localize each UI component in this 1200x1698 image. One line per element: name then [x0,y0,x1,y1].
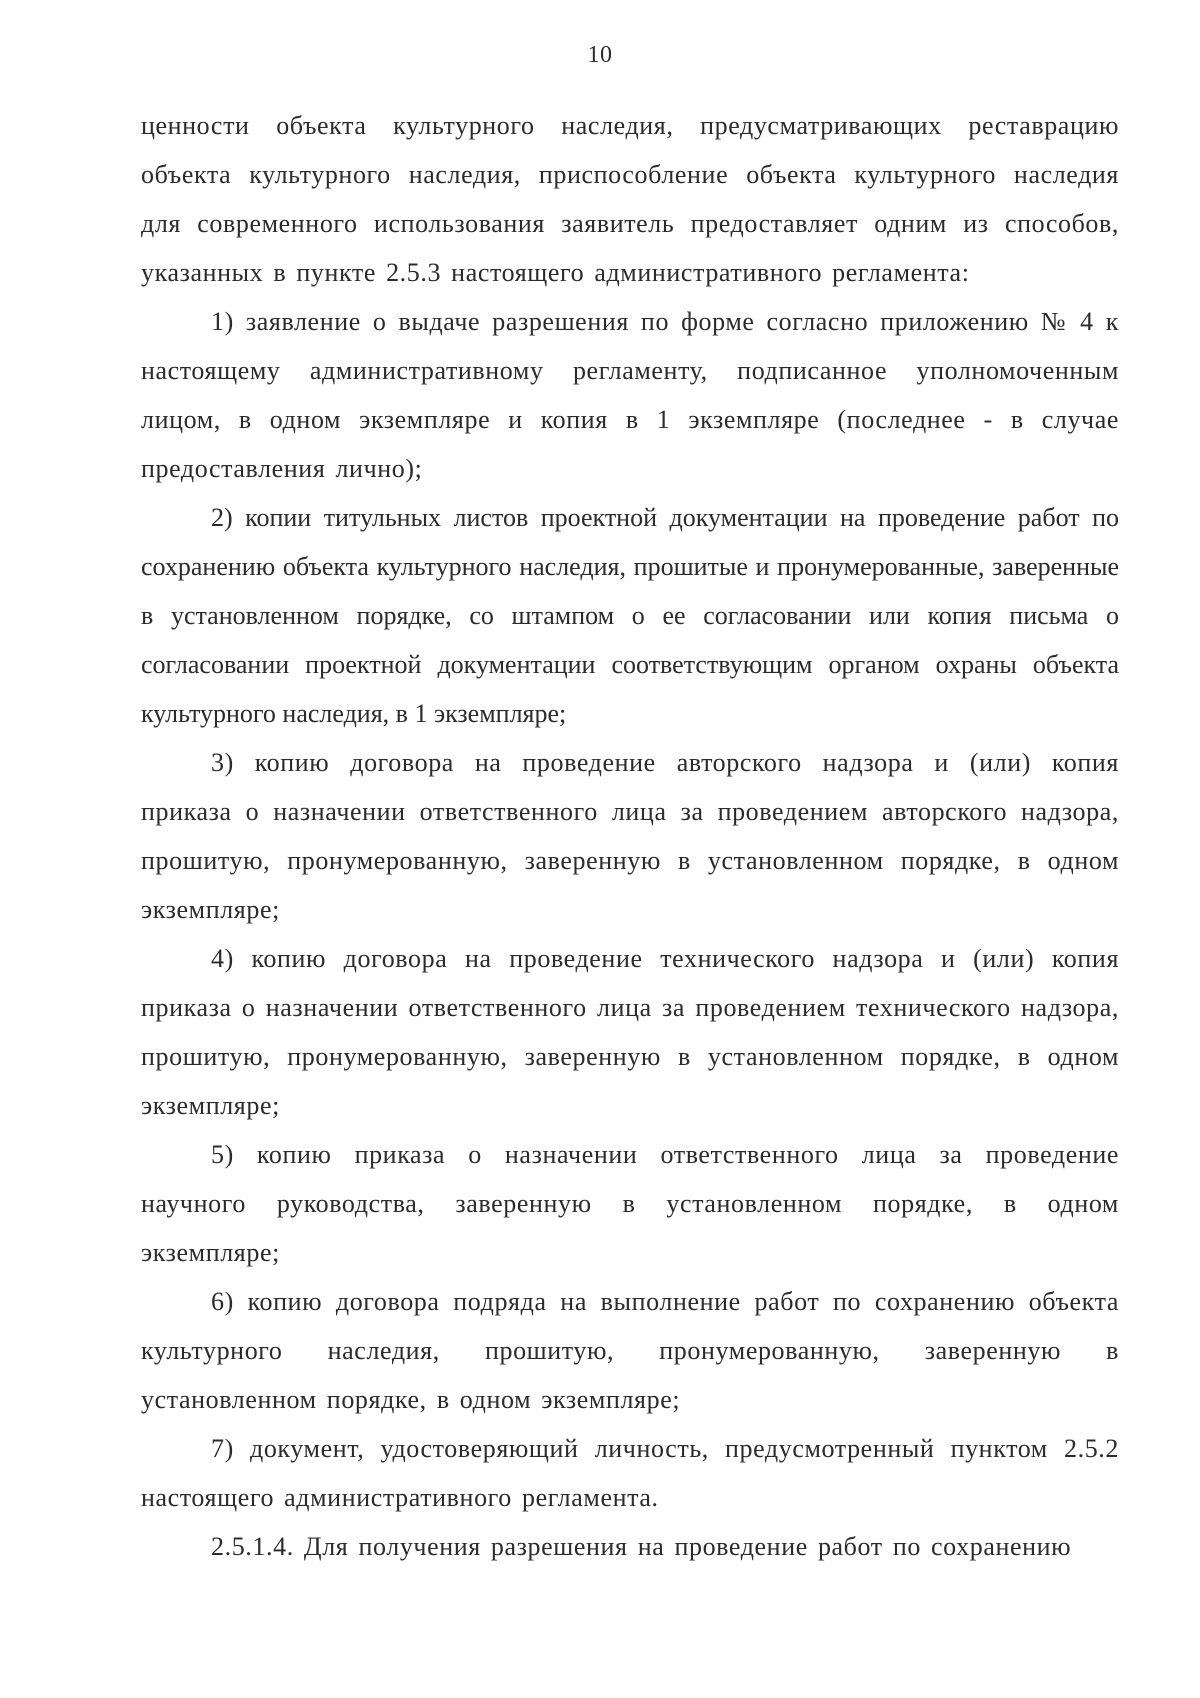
paragraph-continuation: ценности объекта культурного наследия, предусматривающих реставрацию объекта культурного наследия, приспособление объекта культурного наследия для современного использования заявитель предоставляет одним из способов, указанных в пункте 2.5.3 настоящего административного регламента: [141,111,1119,287]
list-item-3: 3) копию договора на проведение авторского надзора и (или) копия приказа о назначении ответственного лица за проведением авторского надзора, прошитую, пронумерованную, заверенную в установленном порядке, в одном экземпляре; [141,748,1119,924]
list-item-4: 4) копию договора на проведение технического надзора и (или) копия приказа о назначении ответственного лица за проведением технического надзора, прошитую, пронумерованную, заверенную в установленном порядке, в одном экземпляре; [141,944,1119,1120]
section-2-5-1-4: 2.5.1.4. Для получения разрешения на проведение работ по сохранению [211,1532,1072,1561]
list-item-6: 6) копию договора подряда на выполнение работ по сохранению объекта культурного наследия, прошитую, пронумерованную, заверенную в установленном порядке, в одном экземпляре; [141,1287,1119,1414]
list-item-5: 5) копию приказа о назначении ответственного лица за проведение научного руководства, заверенную в установленном порядке, в одном экземпляре; [141,1140,1119,1267]
list-item-1: 1) заявление о выдаче разрешения по форме согласно приложению № 4 к настоящему административному регламенту, подписанное уполномоченным лицом, в одном экземпляре и копия в 1 экземпляре (последнее - в случае предоставления лично); [141,307,1119,483]
list-item-7: 7) документ, удостоверяющий личность, предусмотренный пунктом 2.5.2 настоящего административного регламента. [141,1434,1119,1512]
list-item-2: 2) копии титульных листов проектной документации на проведение работ по сохранению объекта культурного наследия, прошитые и пронумерованные, заверенные в установленном порядке, со штампом о ее согласовании или копия письма о согласовании проектной документации соответствующим органом охраны объекта культурного наследия, в 1 экземпляре; [141,503,1119,728]
document-body [141,101,1119,1571]
page-number: 10 [587,42,613,68]
